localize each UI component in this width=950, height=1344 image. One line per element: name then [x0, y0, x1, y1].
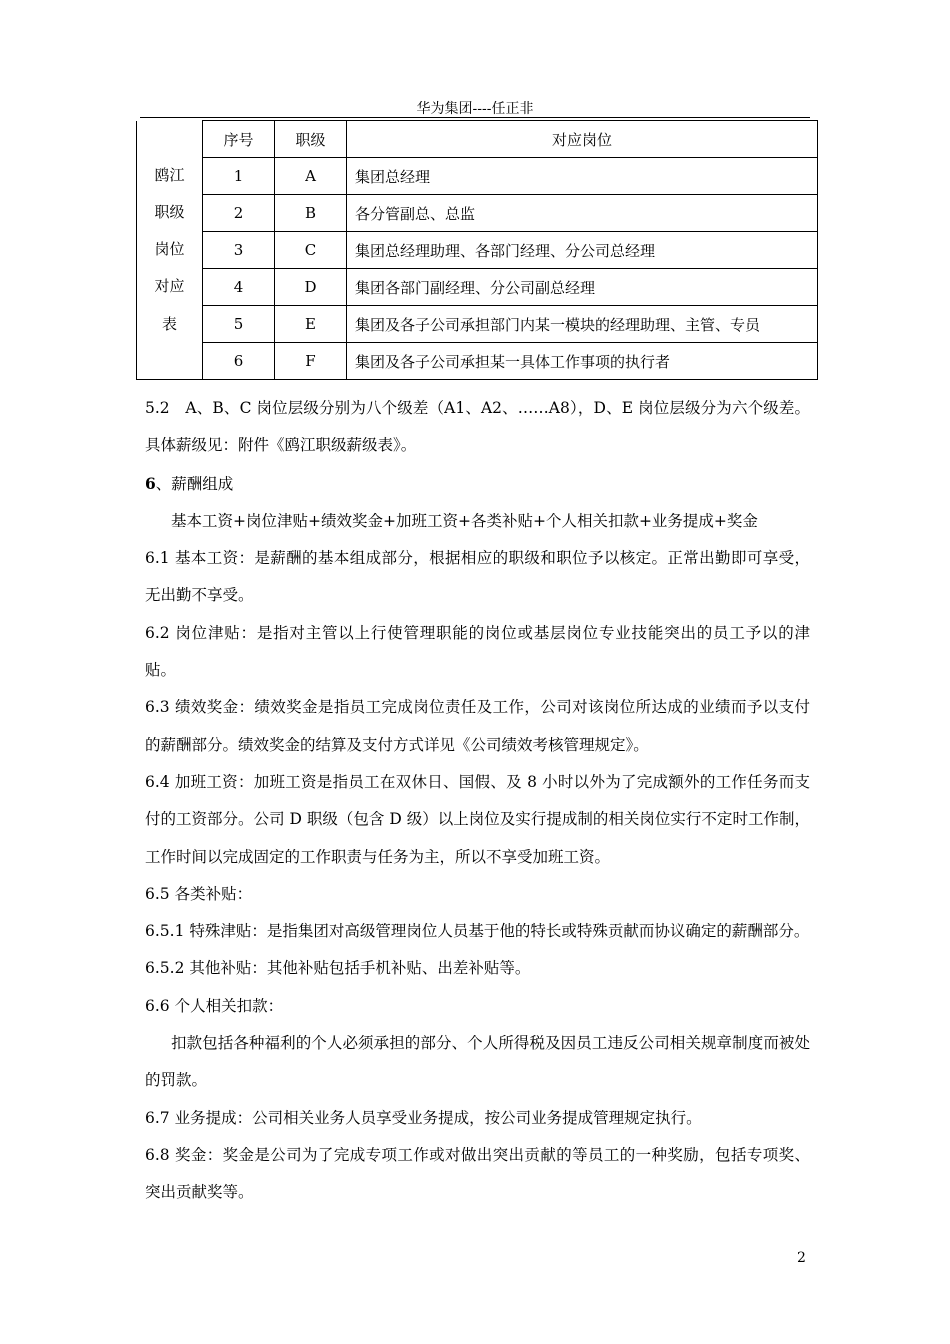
paragraph-6-5: 6.5 各类补贴：	[145, 884, 253, 903]
paragraph-6-3: 6.3 绩效奖金：绩效奖金是指员工完成岗位责任及工作，公司对该岗位所达成的业绩而予以支付的薪酬部分。绩效奖金的结算及支付方式详见《公司绩效考核管理规定》。	[145, 698, 810, 754]
table-header-row	[137, 121, 818, 158]
cell-position: 集团总经理	[347, 158, 818, 195]
table-row	[137, 343, 818, 380]
cell-position: 集团各部门副经理、分公司副总经理	[347, 269, 818, 306]
row-header-line: 表	[161, 314, 177, 333]
cell-grade: F	[275, 343, 347, 380]
paragraph-5-2: 5.2 A、B、C 岗位层级分别为八个级差（A1、A2、……A8），D、E 岗位层级分为六个级差。具体薪级见：附件《鸥江职级薪级表》。	[145, 399, 810, 455]
cell-grade: E	[275, 306, 347, 343]
paragraph-6-1: 6.1 基本工资：是薪酬的基本组成部分，根据相应的职级和职位予以核定。正常出勤即可享受，无出勤不享受。	[145, 549, 810, 605]
cell-no: 2	[203, 195, 275, 232]
paragraph-6-2: 6.2 岗位津贴：是指对主管以上行使管理职能的岗位或基层岗位专业技能突出的员工予以的津贴。	[145, 623, 810, 680]
paragraph-6-8: 6.8 奖金：奖金是公司为了完成专项工作或对做出突出贡献的等员工的一种奖励，包括专项奖、突出贡献奖等。	[145, 1145, 810, 1202]
paragraph-6-5-2: 6.5.2 其他补贴：其他补贴包括手机补贴、出差补贴等。	[145, 959, 531, 978]
row-header-line: 鸥江	[154, 165, 185, 184]
column-header-position: 对应岗位	[347, 121, 818, 158]
grade-position-table	[136, 120, 818, 380]
cell-position: 集团及各子公司承担某一具体工作事项的执行者	[347, 343, 818, 380]
section-6-heading	[145, 465, 810, 503]
column-header-no: 序号	[203, 121, 275, 158]
row-header-line: 岗位	[154, 240, 185, 259]
paragraph-6-6-body: 扣款包括各种福利的个人必须承担的部分、个人所得税及因员工违反公司相关规章制度而被处的罚款。	[145, 1034, 810, 1090]
cell-position: 集团及各子公司承担部门内某一模块的经理助理、主管、专员	[347, 306, 818, 343]
cell-no: 3	[203, 232, 275, 269]
header-rule	[140, 117, 810, 118]
document-body	[145, 390, 810, 1212]
page-header: 华为集团----任正非	[416, 101, 534, 117]
table-row	[137, 195, 818, 232]
section-6-title: 、薪酬组成	[155, 474, 234, 493]
page-number: 2	[797, 1250, 806, 1266]
table-row	[137, 232, 818, 269]
table-row-header	[137, 121, 203, 380]
column-header-grade: 职级	[275, 121, 347, 158]
table-row	[137, 269, 818, 306]
paragraph-6-4: 6.4 加班工资：加班工资是指员工在双休日、国假、及 8 小时以外为了完成额外的工作任务而支付的工资部分。公司 D 职级（包含 D 级）以上岗位及实行提成制的相关岗位实行不定时工作制，工作时间以完成固定的工作职责与任务为主，所以不享受加班工资。	[145, 772, 810, 866]
paragraph-6-7: 6.7 业务提成：公司相关业务人员享受业务提成，按公司业务提成管理规定执行。	[145, 1108, 702, 1127]
table-row	[137, 306, 818, 343]
cell-grade: B	[275, 195, 347, 232]
cell-grade: A	[275, 158, 347, 195]
cell-grade: D	[275, 269, 347, 306]
paragraph-6-6: 6.6 个人相关扣款：	[145, 996, 284, 1015]
cell-no: 4	[203, 269, 275, 306]
row-header-line: 职级	[154, 202, 185, 221]
cell-grade: C	[275, 232, 347, 269]
cell-no: 6	[203, 343, 275, 380]
section-6-number: 6	[145, 473, 156, 493]
cell-position: 集团总经理助理、各部门经理、分公司总经理	[347, 232, 818, 269]
cell-no: 1	[203, 158, 275, 195]
paragraph-6-5-1: 6.5.1 特殊津贴：是指集团对高级管理岗位人员基于他的特长或特殊贡献而协议确定的薪酬部分。	[145, 922, 810, 941]
cell-position: 各分管副总、总监	[347, 195, 818, 232]
salary-formula: 基本工资+岗位津贴+绩效奖金+加班工资+各类补贴+个人相关扣款+业务提成+奖金	[171, 511, 758, 530]
row-header-line: 对应	[154, 277, 185, 296]
table-row	[137, 158, 818, 195]
cell-no: 5	[203, 306, 275, 343]
